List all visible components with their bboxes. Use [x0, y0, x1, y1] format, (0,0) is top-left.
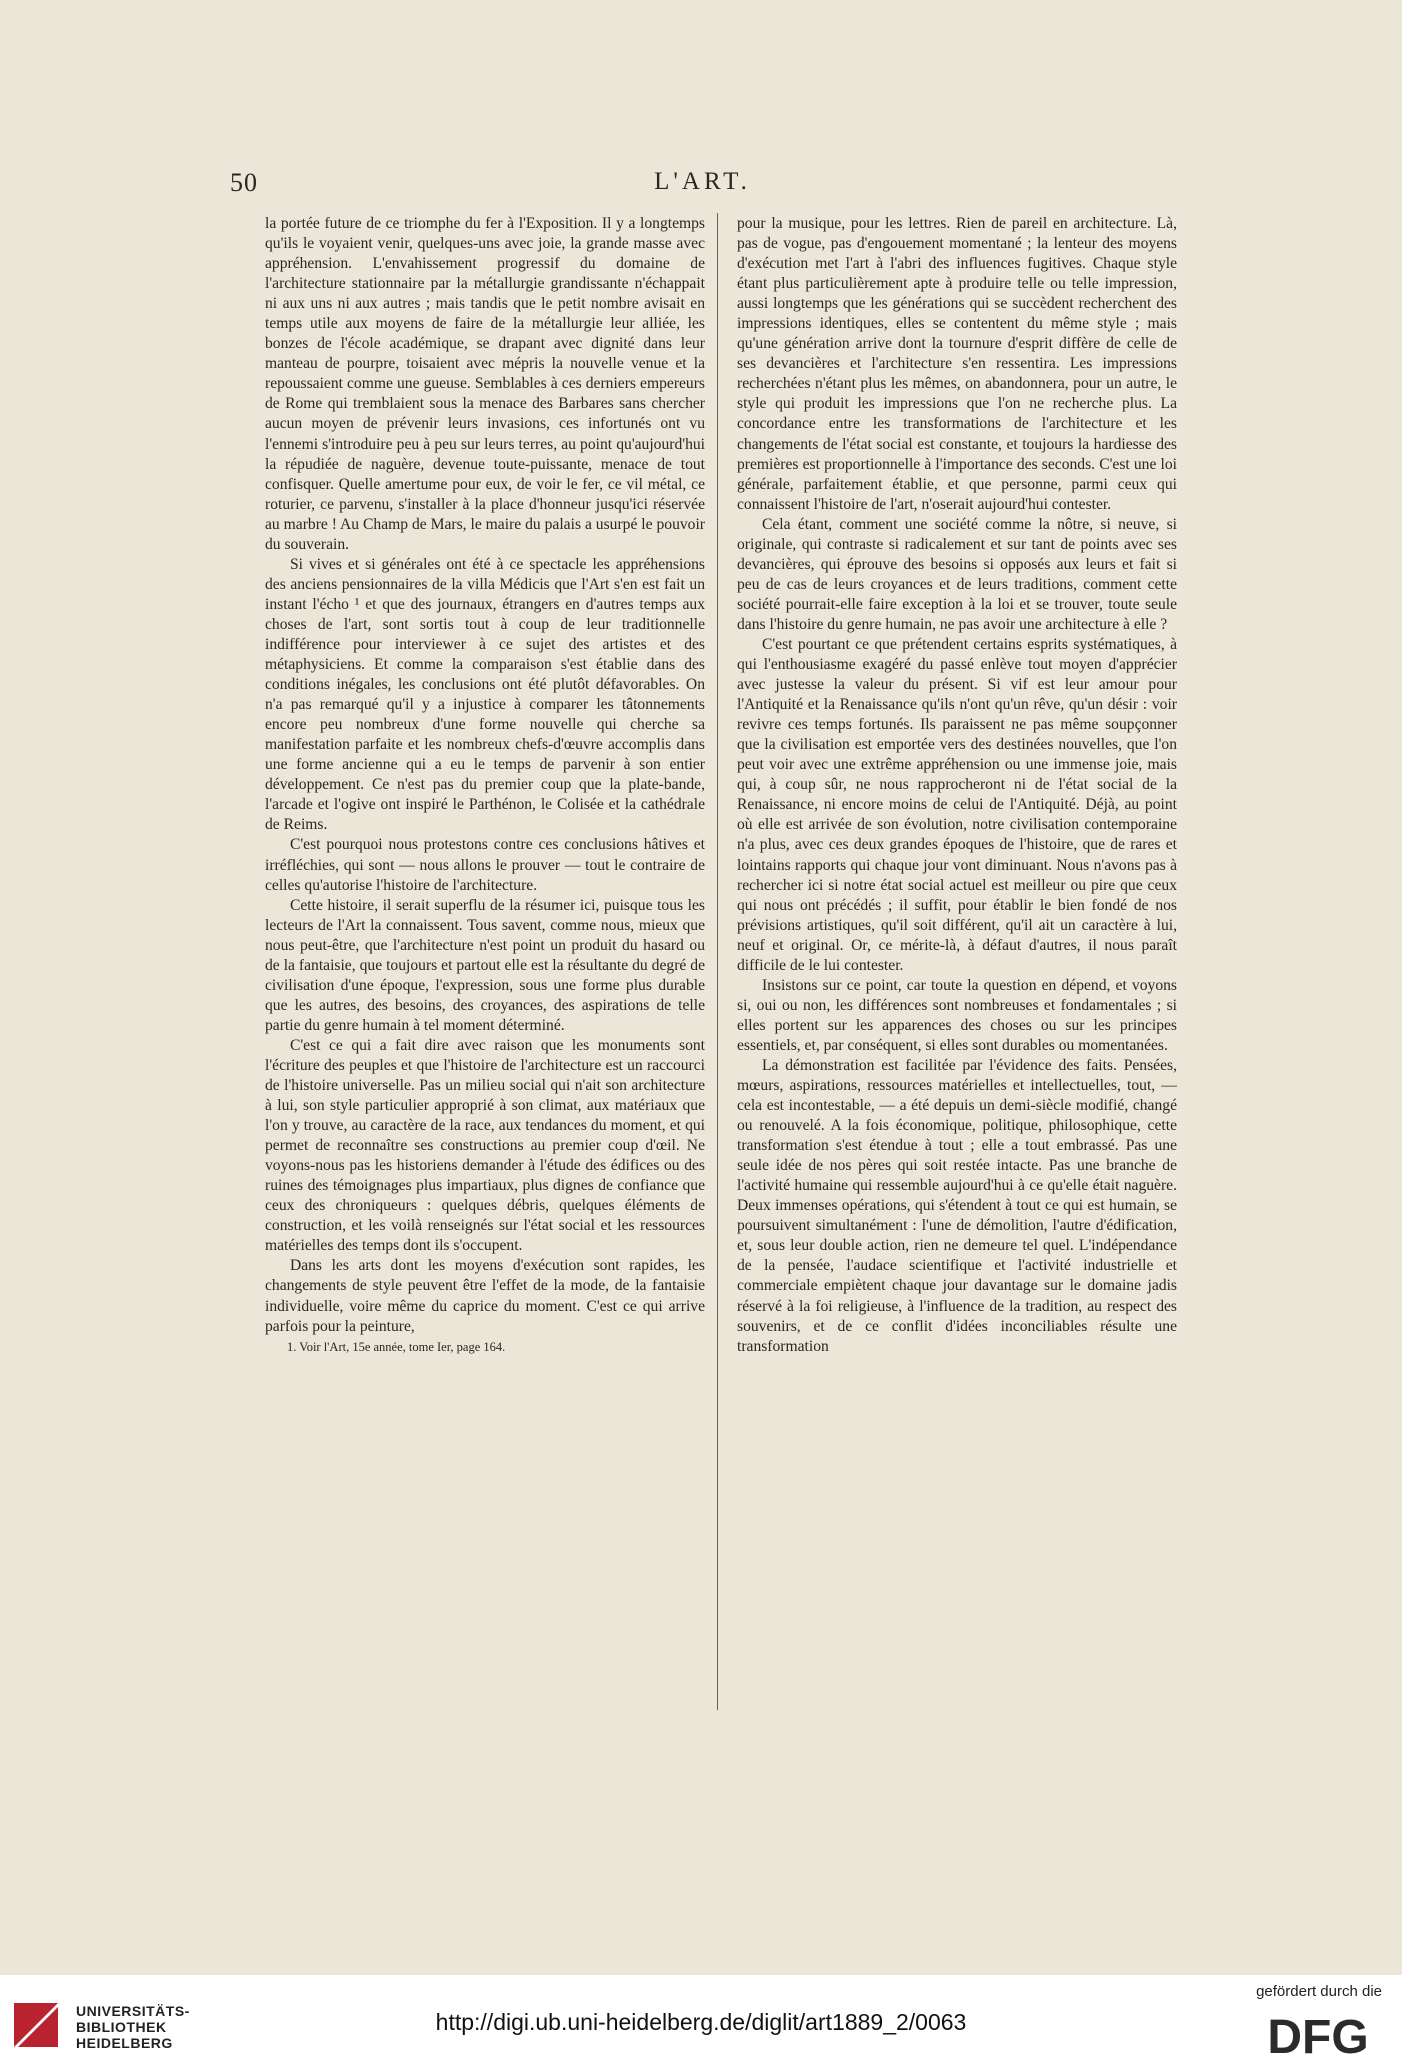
sponsor-name: DFG — [1267, 2011, 1369, 2057]
paragraph: la portée future de ce triomphe du fer à l'Exposition. Il y a longtemps qu'ils le voyaient venir, quelques-uns avec joie, la grande masse avec appréhension. L'envahissement progressif du domaine de l'architecture stationnaire par la métallurgie grandissante n'échappait ni aux uns ni aux autres ; mais tandis que le petit nombre avisait en temps utile aux moyens de faire de la métallurgie leur alliée, les bonzes de l'école académique, se drapant avec dignité dans leur manteau de pourpre, toisaient avec mépris la nouvelle venue et la repoussaient comme une gueuse. Semblables à ces derniers empereurs de Rome qui tremblaient sous la menace des Barbares sans chercher aucun moyen de prévenir leurs invasions, ces infortunés ont vu l'ennemi s'introduire peu à peu sur leurs terres, au point qu'aujourd'hui la répudiée de naguère, devenue toute-puissante, menace de tout confisquer. Quelle amertume pour eux, de voir le fer, ce vil métal, ce roturier, ce parvenu, s'installer à la place d'honneur jusqu'ici réservée au marbre ! Au Champ de Mars, le maire du palais a usurpé le pouvoir du souverain. — [265, 215, 705, 553]
permalink-url[interactable]: http://digi.ub.uni-heidelberg.de/diglit/art1889_2/0063 — [435, 2009, 967, 2035]
sponsor-label: gefördert durch die — [1256, 1983, 1382, 2000]
paragraph: Dans les arts dont les moyens d'exécution sont rapides, les changements de style peuvent être l'effet de la mode, de la fantaisie individuelle, voire même du caprice du moment. C'est ce qui arrive parfois pour la peinture, — [265, 1257, 705, 1335]
paragraph: C'est ce qui a fait dire avec raison que les monuments sont l'écriture des peuples et que l'histoire de l'architecture est un raccourci de l'histoire universelle. Pas un milieu social qui n'ait son architecture à lui, son style particulier approprié à son climat, aux matériaux que l'on y trouve, au caractère de la race, aux tendances du moment, et qui permet de reconnaître ses constructions au premier coup d'œil. Ne voyons-nous pas les historiens demander à l'étude des édifices ou des ruines des témoignages plus impartiaux, plus dignes de confiance que ceux des chroniqueurs : quelques débris, quelques éléments de construction, et les voilà renseignés sur l'état social et les ressources matérielles des temps dont ils s'occupent. — [265, 1036, 705, 1255]
library-name-line: BIBLIOTHEK — [76, 2019, 167, 2035]
library-name-line: HEIDELBERG — [76, 2035, 173, 2051]
paragraph: C'est pourquoi nous protestons contre ces conclusions hâtives et irréfléchies, qui sont — nous allons le prouver — tout le contraire de celles qu'autorise l'histoire de l'architecture. — [265, 836, 705, 894]
paragraph: Si vives et si générales ont été à ce spectacle les appréhensions des anciens pensionnaires de la villa Médicis que l'Art s'en est fait un instant l'écho ¹ et que des journaux, étrangers en d'autres temps aux choses de l'art, sont sortis tout à coup de leur traditionnelle indifférence pour interviewer à ce sujet des artistes et des métaphysiciens. Et comme la comparaison s'est établie dans des conditions inégales, les conclusions ont été plutôt défavorables. On n'a pas remarqué qu'il y a injustice à comparer les tâtonnements encore peu nombreux d'une forme nouvelle qui cherche sa manifestation parfaite et les nombreux chefs-d'œuvre accomplis dans une forme ancienne qui a eu le temps de parvenir à son entier développement. Ce n'est pas du premier coup que la plate-bande, l'arcade et l'ogive ont inspiré le Parthénon, le Colisée et la cathédrale de Reims. — [265, 555, 705, 834]
paragraph: pour la musique, pour les lettres. Rien de pareil en architecture. Là, pas de vogue, pas d'engouement momentané ; la lenteur des moyens d'exécution met l'art à l'abri des influences fugitives. Chaque style étant plus particulièrement apte à produire telle ou telle impression, aussi longtemps que les générations qui se succèdent recherchent des impressions identiques, elles se contentent du même style ; mais qu'une génération arrive dont la tournure d'esprit diffère de celle de ses devancières et l'architecture s'en ressentira. Les impressions recherchées n'étant plus les mêmes, on abandonnera, pour un autre, le style qui produit les impressions que l'on ne recherche plus. La concordance entre les transformations de l'architecture et les changements de l'état social est constante, et toujours la hardiesse des premières est proportionnelle à l'importance des seconds. C'est une loi générale, parfaitement établie, et que personne, parmi ceux qui connaissent l'histoire de l'art, n'oserait aujourd'hui contester. — [737, 215, 1177, 513]
paragraph: Insistons sur ce point, car toute la question en dépend, et voyons si, oui ou non, les différences sont nombreuses et fondamentales ; si elles portent sur les apparences des choses ou sur les principes essentiels, et, par conséquent, si elles sont durables ou momentanées. — [737, 976, 1177, 1054]
paragraph: La démonstration est facilitée par l'évidence des faits. Pensées, mœurs, aspirations, ressources matérielles et intellectuelles, tout, — cela est incontestable, — a été depuis un demi-siècle modifié, changé ou renouvelé. A la fois économique, politique, philosophique, cette transformation s'est étendue à tout ; elle a tout embrassé. Pas une seule idée de nos pères qui soit restée intacte. Pas une branche de l'activité humaine qui ressemble aujourd'hui à ce qu'elle était naguère. Deux immenses opérations, qui s'étendent à tout ce qui est humain, se poursuivent simultanément : l'une de démolition, l'autre d'édification, et, sous leur double action, rien ne demeure tel quel. L'indépendance de la pensée, l'audace scientifique et l'activité industrielle et commerciale empiètent chaque jour davantage sur le domaine jadis réservé à la foi religieuse, à l'influence de la tradition, au respect des souvenirs, et de ce conflit d'idées inconciliables résulte une transformation — [737, 1056, 1177, 1355]
paragraph: C'est pourtant ce que prétendent certains esprits systématiques, à qui l'enthousiasme exagéré du passé enlève tout moyen d'apprécier avec justesse la valeur du présent. Si vif est leur amour pour l'Antiquité et la Renaissance qu'ils n'ont qu'un rêve, qu'un désir : voir revivre ces temps fortunés. Ils paraissent ne pas même soupçonner que la civilisation est emportée vers des destinées nouvelles, que l'on peut voir avec une extrême appréhension ou une immense joie, mais qui, à coup sûr, ne nous rapprocheront ni de l'état social de la Renaissance, ni encore moins de celui de l'Antiquité. Déjà, au point où elle est arrivée de son évolution, notre civilisation contemporaine n'a plus, avec ces deux grandes époques de l'histoire, que de rares et lointains rapports qui chaque jour vont diminuant. Nous n'avons pas à rechercher ici si notre état social actuel est meilleur ou pire que ceux qui nous ont précédés ; il suffit, pour établir le bien fondé de nos prévisions artistiques, qu'il soit différent, qu'il ait un caractère à lui, neuf et original. Or, ce mérite-là, à défaut d'autres, il nous paraît difficile de le lui contester. — [737, 635, 1177, 974]
paragraph: Cette histoire, il serait superflu de la résumer ici, puisque tous les lecteurs de l'Art la connaissent. Tous savent, comme nous, mieux que nous peut-être, que l'architecture n'est point un produit du hasard ou de la fantaisie, que toujours et partout elle est la résultante du degré de civilisation d'une époque, l'expression, sous une forme plus durable que les autres, des besoins, des croyances, des aspirations de telle partie du genre humain à tel moment déterminé. — [265, 896, 705, 1034]
digitization-footer — [0, 1975, 1402, 2072]
left-column — [265, 214, 705, 1355]
footnote: 1. Voir l'Art, 15e année, tome Ier, page 164. — [287, 1339, 506, 1354]
right-column — [737, 214, 1177, 1357]
paragraph: Cela étant, comment une société comme la nôtre, si neuve, si originale, qui contraste si radicalement et sur tant de points avec ses devancières, qui éprouve des besoins si opposés aux leurs et fait si peu de cas de leurs croyances et de leurs traditions, comment cette société pourrait-elle faire exception à la loi et se trouver, toute seule dans l'histoire du genre humain, ne pas avoir une architecture à elle ? — [737, 515, 1177, 633]
library-name-line: UNIVERSITÄTS- — [76, 2003, 190, 2019]
column-divider — [717, 213, 718, 1710]
dfg-logo-icon[interactable] — [1254, 2011, 1382, 2057]
page-header — [230, 168, 1175, 198]
page-number: 50 — [230, 168, 258, 197]
running-title: L'ART. — [654, 168, 751, 195]
